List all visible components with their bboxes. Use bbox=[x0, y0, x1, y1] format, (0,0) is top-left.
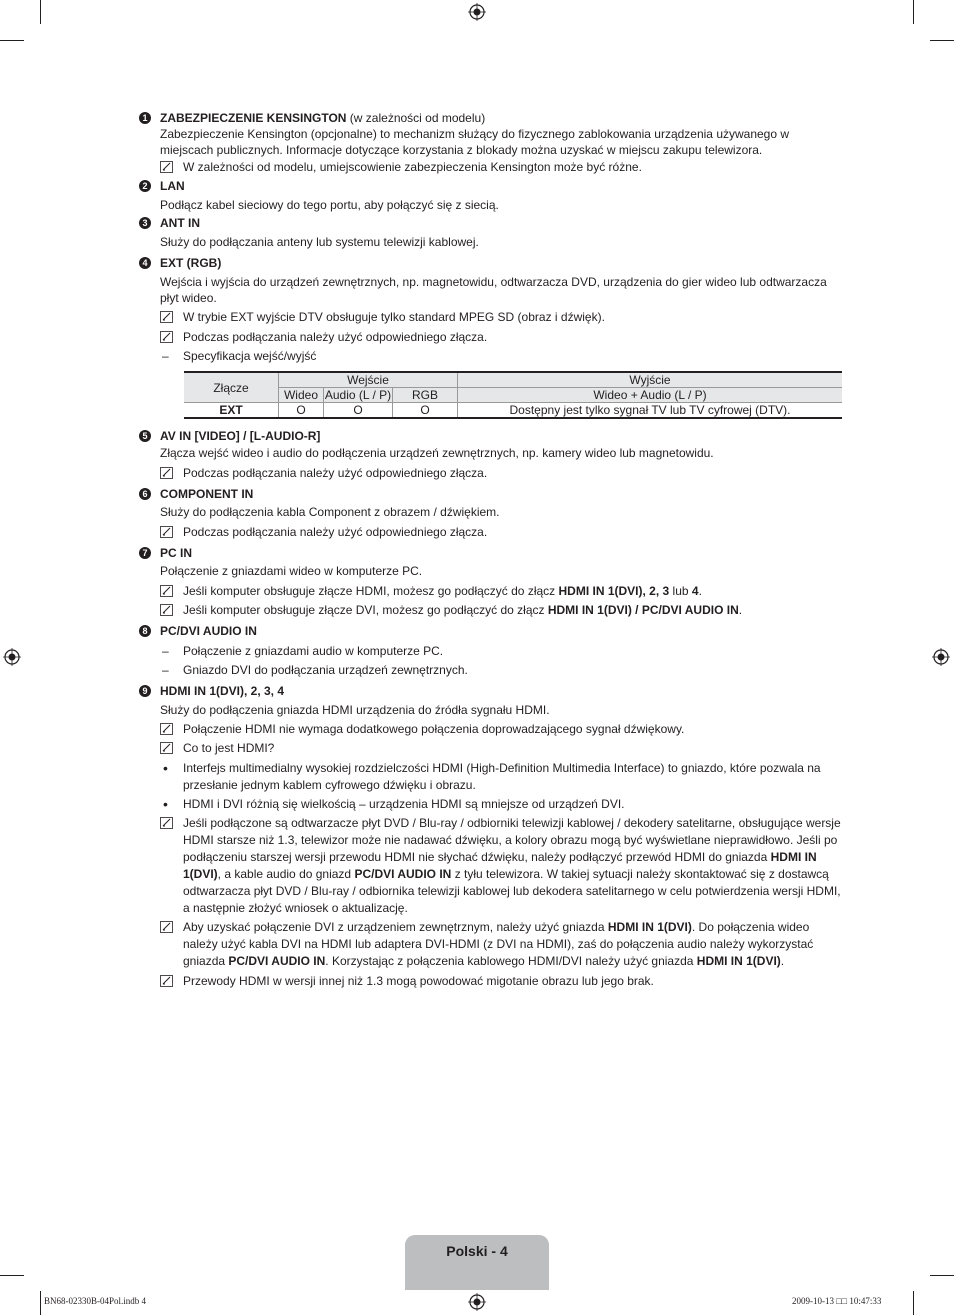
section-title-text: ZABEZPIECZENIE KENSINGTON bbox=[160, 111, 347, 125]
body-text: miejscach publicznych. Informacje dotyczące korzystania z blokady można uzyskać w miejscu zakupu telewizora. bbox=[160, 143, 763, 157]
section-number: 2 bbox=[139, 180, 151, 192]
note-text-part: lub bbox=[669, 584, 692, 598]
section-title bbox=[160, 110, 485, 126]
crop-mark bbox=[0, 40, 24, 41]
table-header-cell: RGB bbox=[393, 388, 458, 403]
note-text-part: . Do połączenia wideo należy użyć kabla DVI na HDMI lub adaptera DVI-HDMI (z DVI na HDMI), zaś do połączenia audio należy wykorzystać gniazda bbox=[183, 920, 814, 968]
body-text: płyt wideo. bbox=[160, 291, 217, 305]
section-title: ANT IN bbox=[160, 216, 200, 230]
port-name: 4 bbox=[691, 584, 699, 598]
port-name: PC/DVI AUDIO IN bbox=[228, 954, 326, 968]
body-text: Wejścia i wyjścia do urządzeń zewnętrznych, np. magnetowidu, odtwarzacza DVD, urządzenia do gier wideo lub odtwarzacza bbox=[160, 275, 827, 289]
note-pencil-icon bbox=[160, 975, 173, 987]
section-title: EXT (RGB) bbox=[160, 256, 222, 270]
note-text bbox=[183, 815, 843, 917]
table-header-row bbox=[184, 388, 842, 403]
registration-mark-icon bbox=[932, 648, 950, 666]
table-header-cell: Wyjście bbox=[458, 372, 843, 388]
body-text: Zabezpieczenie Kensington (opcjonalne) to mechanizm służący do fizycznego zablokowania urządzenia używanego w bbox=[160, 127, 790, 141]
note-pencil-icon bbox=[160, 311, 173, 323]
table-header-cell: Wideo bbox=[279, 388, 324, 403]
table-header-cell: Wideo + Audio (L / P) bbox=[458, 388, 843, 403]
dash-text: Specyfikacja wejść/wyjść bbox=[183, 349, 317, 363]
port-name: PC/DVI AUDIO IN bbox=[354, 867, 452, 881]
section-number: 3 bbox=[139, 217, 151, 229]
note-text-part: Jeśli podłączone są odtwarzacze płyt DVD / Blu-ray / odbiorniki telewizji kablowej / dekodery satelitarne, obsługujące wersje HDMI starsze niż 1.3, telewizor może nie nadawać dźwięku, a kolory obrazu mogą być wyświetlane nieprawidłowo. Jeśli po podłączeniu starszej wersji przewodu HDMI nie słychać dźwięku, należy podłączyć przewód HDMI do gniazda bbox=[183, 816, 841, 864]
bullet-marker: • bbox=[163, 760, 168, 776]
section-title-suffix: (w zależności od modelu) bbox=[346, 111, 486, 125]
port-name: HDMI IN 1(DVI) bbox=[607, 920, 692, 934]
note-pencil-icon bbox=[160, 742, 173, 754]
body-text: Złącza wejść wideo i audio do podłączenia urządzeń zewnętrznych, np. kamery wideo lub magnetowidu. bbox=[160, 446, 714, 460]
section-number: 5 bbox=[139, 430, 151, 442]
section-number: 4 bbox=[139, 257, 151, 269]
table-header-cell: Złącze bbox=[184, 372, 279, 403]
crop-mark bbox=[40, 1291, 41, 1315]
section-title: HDMI IN 1(DVI), 2, 3, 4 bbox=[160, 684, 285, 698]
footer-file: BN68-02330B-04Pol.indb 4 bbox=[44, 1296, 147, 1306]
note-text-part: . Korzystając z połączenia kablowego HDMI/DVI należy użyć gniazda bbox=[325, 954, 697, 968]
body-text: Połączenie z gniazdami wideo w komputerze PC. bbox=[160, 564, 423, 578]
dash-text: Połączenie z gniazdami audio w komputerze PC. bbox=[183, 644, 444, 658]
crop-mark bbox=[913, 0, 914, 24]
crop-mark bbox=[913, 1291, 914, 1315]
table-header-row bbox=[184, 372, 842, 388]
dash-marker: – bbox=[162, 644, 169, 658]
section-number: 6 bbox=[139, 488, 151, 500]
note-text: Co to jest HDMI? bbox=[183, 741, 275, 755]
footer-timestamp: 2009-10-13 □□ 10:47:33 bbox=[792, 1296, 882, 1306]
note-pencil-icon bbox=[160, 161, 173, 173]
dash-text: Gniazdo DVI do podłączania urządzeń zewnętrznych. bbox=[183, 663, 468, 677]
crop-mark bbox=[0, 1275, 24, 1276]
crop-mark bbox=[930, 1275, 954, 1276]
body-text: Służy do podłączania anteny lub systemu telewizji kablowej. bbox=[160, 235, 479, 249]
table-row bbox=[184, 403, 842, 419]
port-name: HDMI IN 1(DVI) / PC/DVI AUDIO IN bbox=[547, 603, 739, 617]
table-cell: Dostępny jest tylko sygnał TV lub TV cyfrowej (DTV). bbox=[458, 403, 843, 419]
note-text-part: Jeśli komputer obsługuje złącze HDMI, możesz go podłączyć do złącz bbox=[183, 584, 559, 598]
note-text bbox=[183, 583, 702, 599]
table-cell: O bbox=[324, 403, 393, 419]
section-title: LAN bbox=[160, 179, 185, 193]
body-text: Podłącz kabel sieciowy do tego portu, aby połączyć się z siecią. bbox=[160, 198, 499, 212]
table-cell: O bbox=[279, 403, 324, 419]
note-pencil-icon bbox=[160, 585, 173, 597]
note-text: Podczas podłączania należy użyć odpowiedniego złącza. bbox=[183, 330, 488, 344]
section-number: 1 bbox=[139, 112, 151, 124]
section-title: PC/DVI AUDIO IN bbox=[160, 624, 257, 638]
bullet-marker: • bbox=[163, 796, 168, 812]
section-title: COMPONENT IN bbox=[160, 487, 254, 501]
note-text bbox=[183, 602, 742, 618]
note-text-part: Jeśli komputer obsługuje złącze DVI, możesz go podłączyć do złącz bbox=[183, 603, 548, 617]
registration-mark-icon bbox=[468, 1293, 486, 1311]
note-text: W trybie EXT wyjście DTV obsługuje tylko standard MPEG SD (obraz i dźwięk). bbox=[183, 310, 605, 324]
section-title: PC IN bbox=[160, 546, 193, 560]
section-number: 8 bbox=[139, 625, 151, 637]
port-name: HDMI IN 1(DVI), 2, 3 bbox=[558, 584, 670, 598]
note-pencil-icon bbox=[160, 604, 173, 616]
table-header-cell: Wejście bbox=[279, 372, 458, 388]
note-pencil-icon bbox=[160, 526, 173, 538]
table-header-cell: Audio (L / P) bbox=[324, 388, 392, 402]
crop-mark bbox=[40, 0, 41, 24]
page-number: Polski - 4 bbox=[446, 1243, 508, 1259]
bullet-text: Interfejs multimedialny wysokiej rozdzielczości HDMI (High-Definition Multimedia Interface) to gniazdo, które pozwala na przesłanie jednym kablem cyfrowego dźwięku i obrazu. bbox=[183, 761, 821, 792]
note-text: W zależności od modelu, umiejscowienie zabezpieczenia Kensington może być różne. bbox=[183, 160, 642, 174]
note-text bbox=[183, 919, 843, 970]
note-text-part: . bbox=[780, 954, 785, 968]
note-pencil-icon bbox=[160, 467, 173, 479]
section-title: AV IN [VIDEO] / [L-AUDIO-R] bbox=[160, 429, 321, 443]
dash-marker: – bbox=[162, 349, 169, 363]
note-text: Połączenie HDMI nie wymaga dodatkowego połączenia doprowadzającego sygnał dźwiękowy. bbox=[183, 722, 685, 736]
dash-marker: – bbox=[162, 663, 169, 677]
crop-mark bbox=[930, 40, 954, 41]
note-pencil-icon bbox=[160, 817, 173, 829]
section-number: 7 bbox=[139, 547, 151, 559]
note-pencil-icon bbox=[160, 921, 173, 933]
table-cell: EXT bbox=[184, 403, 279, 419]
io-spec-table bbox=[184, 371, 842, 419]
note-text: Podczas podłączania należy użyć odpowiedniego złącza. bbox=[183, 525, 488, 539]
table-cell: O bbox=[393, 403, 458, 419]
port-name: HDMI IN 1(DVI) bbox=[696, 954, 781, 968]
note-text-part: z tyłu telewizora. W takiej sytuacji należy skontaktować się z dostawcą odtwarzacza płyt DVD / Blu-ray / odbiornika telewizji kablowej lub dekodera satelitarnego w celu potwierdzenia wersji HDMI, a następnie złożyć wniosek o aktualizację. bbox=[183, 867, 841, 915]
registration-mark-icon bbox=[3, 648, 21, 666]
body-text: Służy do podłączenia gniazda HDMI urządzenia do źródła sygnału HDMI. bbox=[160, 703, 550, 717]
section-number: 9 bbox=[139, 685, 151, 697]
note-pencil-icon bbox=[160, 723, 173, 735]
note-text-part: Aby uzyskać połączenie DVI z urządzeniem zewnętrznym, należy użyć gniazda bbox=[183, 920, 608, 934]
note-text-part: , a kable audio do gniazd bbox=[217, 867, 355, 881]
body-text: Służy do podłączenia kabla Component z obrazem / dźwiękiem. bbox=[160, 505, 500, 519]
note-pencil-icon bbox=[160, 331, 173, 343]
port-name: HDMI IN 1(DVI) bbox=[183, 850, 817, 881]
note-text: Podczas podłączania należy użyć odpowiedniego złącza. bbox=[183, 466, 488, 480]
registration-mark-icon bbox=[468, 3, 486, 21]
bullet-text: HDMI i DVI różnią się wielkością – urządzenia HDMI są mniejsze od urządzeń DVI. bbox=[183, 797, 625, 811]
note-text-part: . bbox=[738, 603, 743, 617]
note-text: Przewody HDMI w wersji innej niż 1.3 mogą powodować migotanie obrazu lub jego brak. bbox=[183, 974, 654, 988]
note-text-part: . bbox=[698, 584, 702, 598]
